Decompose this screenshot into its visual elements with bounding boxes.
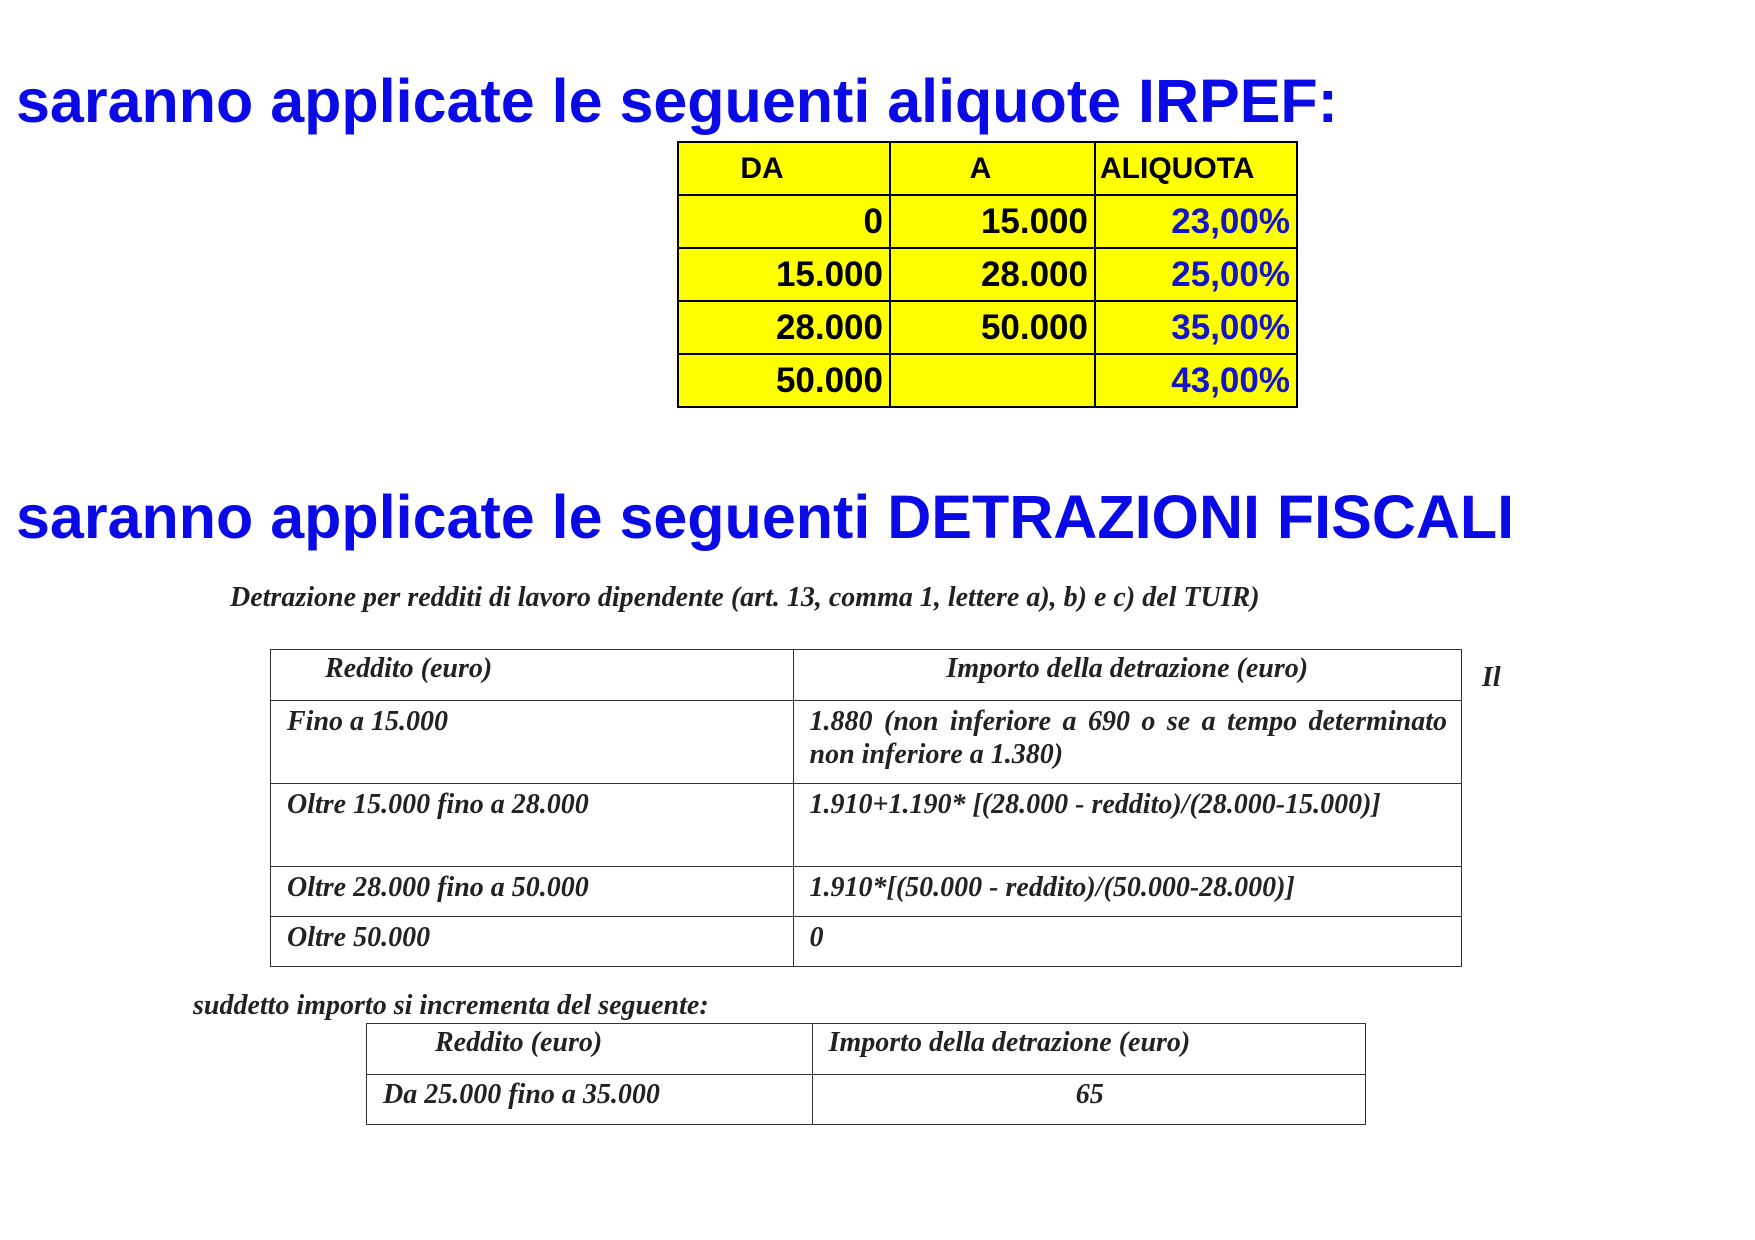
deduction-table-header-row [271, 650, 1462, 701]
rate-header-a: A [890, 142, 1095, 195]
deduction-header-importo: Importo della detrazione (euro) [793, 650, 1461, 701]
deduction-importo-cell: 1.910*[(50.000 - reddito)/(50.000-28.000)] [793, 867, 1461, 917]
deduction-table [270, 649, 1462, 967]
side-note-text: Il [1482, 662, 1501, 693]
rate-header-aliquota: ALIQUOTA [1095, 142, 1297, 195]
heading-irpef-rates: saranno applicate le seguenti aliquote IRPEF: [16, 67, 1338, 135]
increment-table-row [367, 1075, 1366, 1125]
rate-table-header-row [678, 142, 1297, 195]
rate-aliquota-cell: 43,00% [1095, 354, 1297, 407]
deduction-reddito-cell: Oltre 28.000 fino a 50.000 [271, 867, 794, 917]
increment-table-header-row [367, 1024, 1366, 1075]
rate-aliquota-cell: 25,00% [1095, 248, 1297, 301]
increment-importo-cell: 65 [812, 1075, 1365, 1125]
increment-header-importo: Importo della detrazione (euro) [812, 1024, 1365, 1075]
rate-da-cell: 0 [678, 195, 890, 248]
deduction-reddito-cell: Oltre 50.000 [271, 917, 794, 967]
deduction-table-row [271, 784, 1462, 867]
rate-a-cell: 28.000 [890, 248, 1095, 301]
rate-table-row [678, 195, 1297, 248]
deduction-reddito-cell: Oltre 15.000 fino a 28.000 [271, 784, 794, 867]
rate-aliquota-cell: 35,00% [1095, 301, 1297, 354]
deduction-importo-cell: 1.910+1.190* [(28.000 - reddito)/(28.000-15.000)] [793, 784, 1461, 867]
rate-table-row [678, 354, 1297, 407]
rate-a-cell: 15.000 [890, 195, 1095, 248]
increment-table [366, 1023, 1366, 1125]
rate-a-cell: 50.000 [890, 301, 1095, 354]
increment-header-reddito: Reddito (euro) [367, 1024, 813, 1075]
increment-reddito-cell: Da 25.000 fino a 35.000 [367, 1075, 813, 1125]
rate-da-cell: 50.000 [678, 354, 890, 407]
deduction-table-row [271, 917, 1462, 967]
deduction-header-reddito: Reddito (euro) [271, 650, 794, 701]
rate-table-row [678, 301, 1297, 354]
rate-header-da: DA [678, 142, 890, 195]
rate-aliquota-cell: 23,00% [1095, 195, 1297, 248]
deduction-reddito-cell: Fino a 15.000 [271, 701, 794, 784]
rate-da-cell: 28.000 [678, 301, 890, 354]
deduction-importo-cell: 0 [793, 917, 1461, 967]
deduction-table-row [271, 867, 1462, 917]
rate-da-cell: 15.000 [678, 248, 890, 301]
rate-a-cell [890, 354, 1095, 407]
increment-caption: suddetto importo si incrementa del seguente: [193, 990, 709, 1021]
heading-detrazioni-fiscali: saranno applicate le seguenti DETRAZIONI FISCALI [16, 483, 1515, 551]
deduction-table-row [271, 701, 1462, 784]
deduction-importo-cell: 1.880 (non inferiore a 690 o se a tempo determinato non inferiore a 1.380) [793, 701, 1461, 784]
rate-table-row [678, 248, 1297, 301]
deduction-caption: Detrazione per redditi di lavoro dipendente (art. 13, comma 1, lettere a), b) e c) del TUIR) [230, 582, 1260, 613]
irpef-rate-table [677, 141, 1298, 408]
